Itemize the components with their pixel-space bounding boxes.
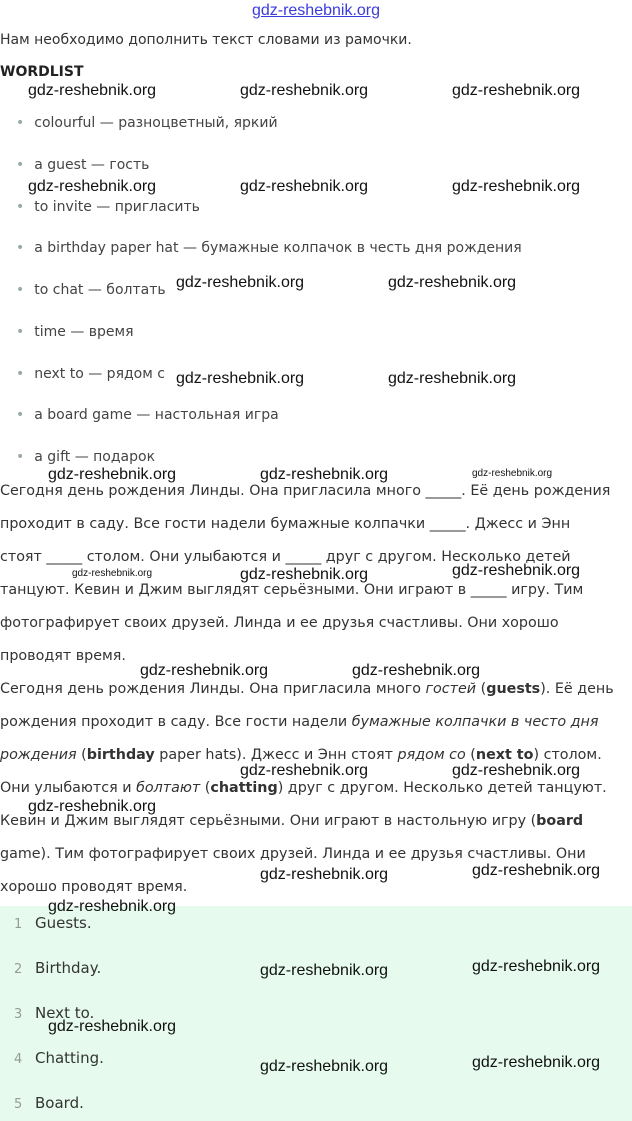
watermark: gdz-reshebnik.org — [472, 1054, 601, 1071]
wordlist-item: • time — время — [16, 324, 134, 340]
bullet-icon: • — [16, 407, 25, 423]
bullet-icon: • — [16, 366, 25, 382]
bullet-icon: • — [16, 449, 25, 465]
watermark: gdz-reshebnik.org — [48, 898, 177, 915]
answer-item: 2 Birthday. — [14, 959, 102, 977]
watermark: gdz-reshebnik.org — [260, 466, 389, 483]
wordlist-item: • next to — рядом с — [16, 366, 165, 382]
answer-item: 1 Guests. — [14, 914, 92, 932]
watermark: gdz-reshebnik.org — [48, 466, 177, 483]
watermark: gdz-reshebnik.org — [472, 862, 601, 879]
bullet-icon: • — [16, 157, 25, 173]
watermark: gdz-reshebnik.org — [260, 1058, 389, 1075]
answer-item: 4 Chatting. — [14, 1049, 104, 1067]
watermark: gdz-reshebnik.org — [28, 82, 157, 99]
watermark: gdz-reshebnik.org — [452, 762, 581, 779]
watermark: gdz-reshebnik.org — [240, 566, 369, 583]
watermark: gdz-reshebnik.org — [240, 82, 369, 99]
bullet-icon: • — [16, 115, 25, 131]
wordlist-item: • a board game — настольная игра — [16, 407, 279, 423]
bullet-icon: • — [16, 324, 25, 340]
watermark: gdz-reshebnik.org — [240, 178, 369, 195]
watermark: gdz-reshebnik.org — [452, 562, 581, 579]
watermark: gdz-reshebnik.org — [472, 958, 601, 975]
watermark: gdz-reshebnik.org — [472, 468, 553, 479]
answer-item: 3 Next to. — [14, 1004, 95, 1022]
wordlist-item: • to invite — пригласить — [16, 199, 200, 215]
watermark: gdz-reshebnik.org — [452, 82, 581, 99]
bullet-icon: • — [16, 240, 25, 256]
wordlist-title: WORDLIST — [0, 64, 84, 80]
watermark: gdz-reshebnik.org — [452, 178, 581, 195]
task-instruction: Нам необходимо дополнить текст словами из рамочки. — [0, 32, 412, 48]
site-header-link[interactable]: gdz-reshebnik.org — [251, 2, 381, 19]
answer-item: 5 Board. — [14, 1094, 84, 1112]
watermark: gdz-reshebnik.org — [260, 866, 389, 883]
watermark: gdz-reshebnik.org — [240, 762, 369, 779]
watermark: gdz-reshebnik.org — [176, 274, 305, 291]
watermark: gdz-reshebnik.org — [72, 568, 153, 579]
watermark: gdz-reshebnik.org — [176, 370, 305, 387]
bullet-icon: • — [16, 199, 25, 215]
task-text: Сегодня день рождения Линды. Она пригласила много _____. Её день рождения проходит в саду. Все гости надели бумажные колпачки _____. Джесс и Энн стоят _____ столом. Они улыбаются и _____ друг с другом. Несколько детей танцуют. Кевин и Джим выглядят серьёзными. Они играют в _____ игру. Тим фотографирует своих друзей. Линда и ее друзья счастливы. Они хорошо проводят время. — [0, 483, 611, 664]
bullet-icon: • — [16, 282, 25, 298]
watermark: gdz-reshebnik.org — [260, 962, 389, 979]
translation-text: Сегодня день рождения Линды. Она пригласила много гостей (guests). Её день рождения проходит в саду. Все гости надели бумажные колпачки в често дня рождения (birthday paper hats). Джесс и Энн стоят рядом со (next to) столом. Они улыбаются и болтают (chatting) друг с другом. Несколько детей танцуют. Кевин и Джим выглядят серьёзными. Они играют в настольную игру (board game). Тим фотографирует своих друзей. Линда и ее друзья счастливы. Они хорошо проводят время. — [0, 681, 614, 895]
watermark: gdz-reshebnik.org — [140, 662, 269, 679]
watermark: gdz-reshebnik.org — [388, 370, 517, 387]
wordlist-item: • a birthday paper hat — бумажные колпачок в честь дня рождения — [16, 240, 522, 256]
answers-box — [0, 906, 632, 1121]
watermark: gdz-reshebnik.org — [28, 178, 157, 195]
watermark: gdz-reshebnik.org — [28, 798, 157, 815]
watermark: gdz-reshebnik.org — [48, 1018, 177, 1035]
watermark: gdz-reshebnik.org — [388, 274, 517, 291]
wordlist-item: • a gift — подарок — [16, 449, 156, 465]
wordlist-item: • colourful — разноцветный, яркий — [16, 115, 278, 131]
watermark: gdz-reshebnik.org — [352, 662, 481, 679]
wordlist-item: • a guest — гость — [16, 157, 150, 173]
wordlist-item: • to chat — болтать — [16, 282, 166, 298]
